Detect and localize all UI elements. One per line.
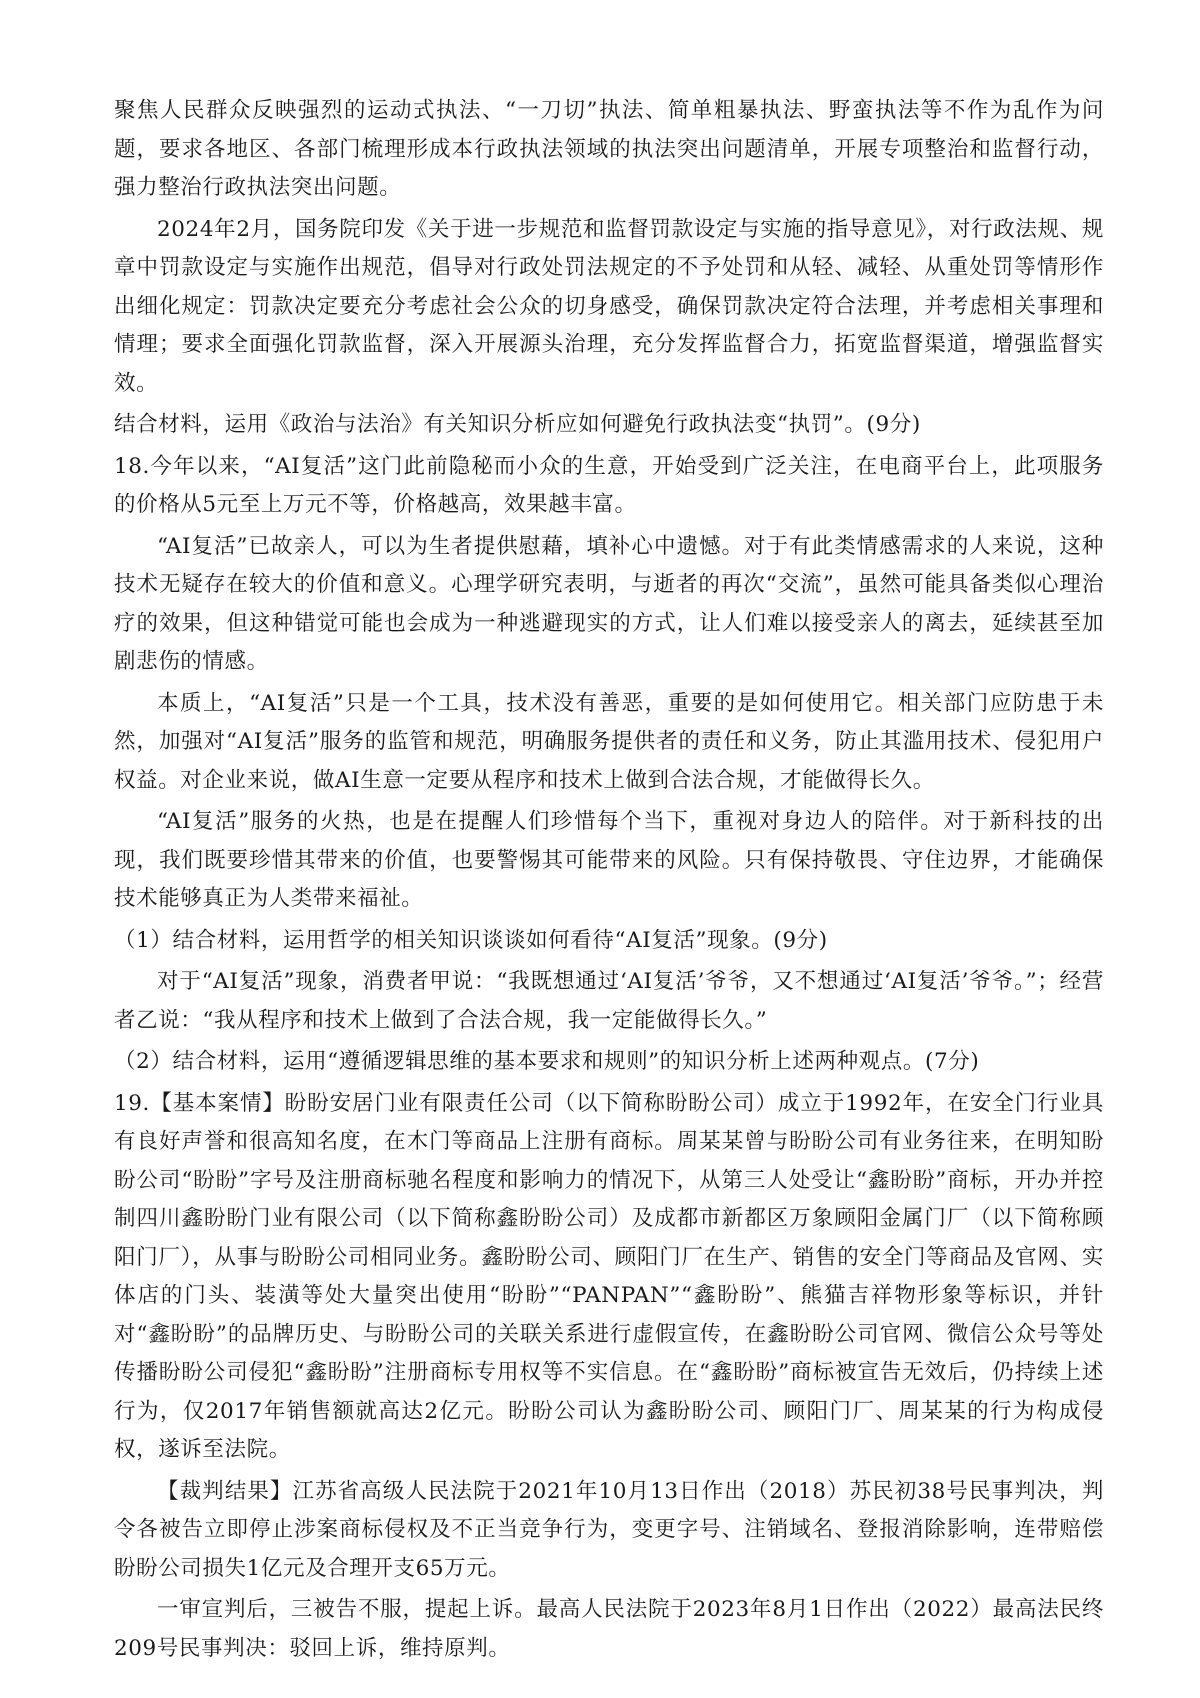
question-18-paragraph-4: “AI复活”服务的火热，也是在提醒人们珍惜每个当下，重视对身边人的陪伴。对于新科技的出现，我们既要珍惜其带来的价值，也要警惕其可能带来的风险。只有保持敬畏、守住边界，才能确保技术能够真正为人类带来福祉。 <box>114 809 1104 911</box>
paragraph-intro-continued: 聚焦人民群众反映强烈的运动式执法、“一刀切”执法、简单粗暴执法、野蛮执法等不作为乱作为问题，要求各地区、各部门梳理形成本行政执法领域的执法突出问题清单，开展专项整治和监督行动，强力整治行政执法突出问题。 <box>114 98 1104 200</box>
paragraph-2024-guidance: 2024年2月，国务院印发《关于进一步规范和监督罚款设定与实施的指导意见》，对行政法规、规章中罚款设定与实施作出规范，倡导对行政处罚法规定的不予处罚和从轻、减轻、从重处罚等情形作出细化规定：罚款决定要充分考虑社会公众的切身感受，确保罚款决定符合法理，并考虑相关事理和情理；要求全面强化罚款监督，深入开展源头治理，充分发挥监督合力，拓宽监督渠道，增强监督实效。 <box>114 216 1104 396</box>
question-18-intro: 18.今年以来，“AI复活”这门此前隐秘而小众的生意，开始受到广泛关注，在电商平台上，此项服务的价格从5元至上万元不等，价格越高，效果越丰富。 <box>114 453 1104 517</box>
question-19-appeal: 一审宣判后，三被告不服，提起上诉。最高人民法院于2023年8月1日作出（2022）最高法民终209号民事判决：驳回上诉，维持原判。 <box>114 1597 1104 1661</box>
question-18-paragraph-2: “AI复活”已故亲人，可以为生者提供慰藉，填补心中遗憾。对于有此类情感需求的人来说，这种技术无疑存在较大的价值和意义。心理学研究表明，与逝者的再次“交流”，虽然可能具备类似心理治疗的效果，但这种错觉可能也会成为一种逃避现实的方式，让人们难以接受亲人的离去，延续甚至加剧悲伤的情感。 <box>114 533 1104 674</box>
question-17-prompt: 结合材料，运用《政治与法治》有关知识分析应如何避免行政执法变“执罚”。(9分) <box>114 412 921 437</box>
document-page <box>114 92 1104 1668</box>
question-19-case: 19.【基本案情】盼盼安居门业有限责任公司（以下简称盼盼公司）成立于1992年，在安全门行业具有良好声誉和很高知名度，在木门等商品上注册有商标。周某某曾与盼盼公司有业务往来，在明知盼盼公司“盼盼”字号及注册商标驰名程度和影响力的情况下，从第三人处受让“鑫盼盼”商标，开办并控制四川鑫盼盼门业有限公司（以下简称鑫盼盼公司）及成都市新都区万象顾阳金属门厂（以下简称顾阳门厂），从事与盼盼公司相同业务。鑫盼盼公司、顾阳门厂在生产、销售的安全门等商品及官网、实体店的门头、装潢等处大量突出使用“盼盼”“PANPAN”“鑫盼盼”、熊猫吉祥物形象等标识，并针对“鑫盼盼”的品牌历史、与盼盼公司的关联关系进行虚假宣传，在鑫盼盼公司官网、微信公众号等处传播盼盼公司侵犯“鑫盼盼”注册商标专用权等不实信息。在“鑫盼盼”商标被宣告无效后，仍持续上述行为，仅2017年销售额就高达2亿元。盼盼公司认为鑫盼盼公司、顾阳门厂、周某某的行为构成侵权，遂诉至法院。 <box>114 1090 1104 1462</box>
question-18-subquestion-2: （2）结合材料，运用“遵循逻辑思维的基本要求和规则”的知识分析上述两种观点。(7分) <box>114 1049 980 1074</box>
question-18-paragraph-5: 对于“AI复活”现象，消费者甲说：“我既想通过‘AI复活’爷爷，又不想通过‘AI复活’爷爷。”；经营者乙说：“我从程序和技术上做到了合法合规，我一定能做得长久。” <box>114 969 1104 1033</box>
question-18-subquestion-1: （1）结合材料，运用哲学的相关知识谈谈如何看待“AI复活”现象。(9分) <box>114 927 828 953</box>
question-18-paragraph-3: 本质上，“AI复活”只是一个工具，技术没有善恶，重要的是如何使用它。相关部门应防患于未然，加强对“AI复活”服务的监管和规范，明确服务提供者的责任和义务，防止其滥用技术、侵犯用户权益。对企业来说，做AI生意一定要从程序和技术上做到合法合规，才能做得长久。 <box>114 690 1104 793</box>
question-19-verdict: 【裁判结果】江苏省高级人民法院于2021年10月13日作出（2018）苏民初38号民事判决，判令各被告立即停止涉案商标侵权及不正当竞争行为，变更字号、注销域名、登报消除影响，连带赔偿盼盼公司损失1亿元及合理开支65万元。 <box>114 1478 1104 1581</box>
